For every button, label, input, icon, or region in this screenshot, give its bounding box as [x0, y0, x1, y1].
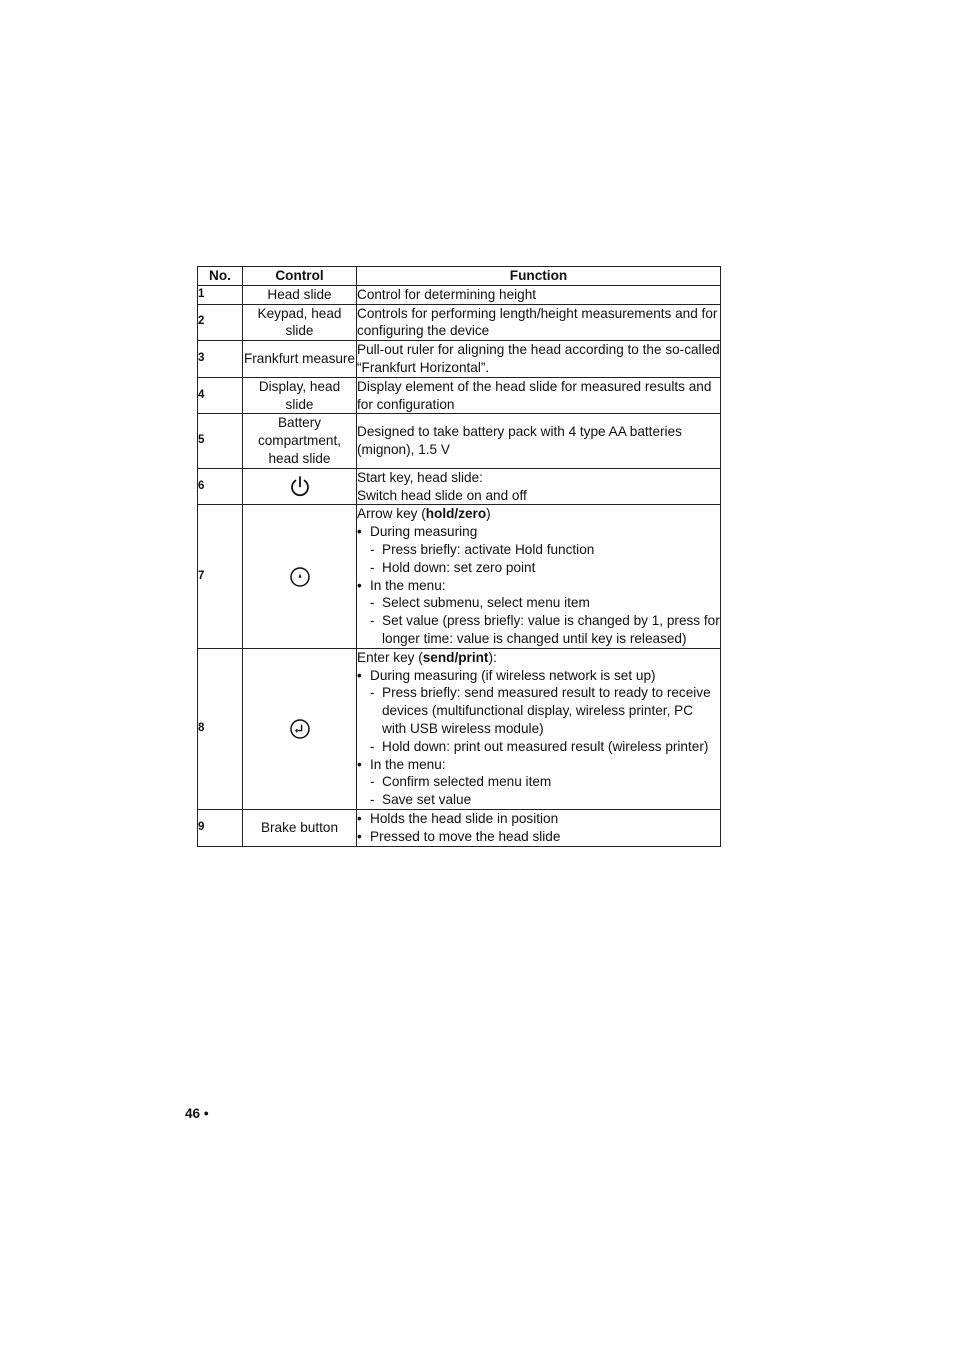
function-text: Display element of the head slide for measured results and for configuration	[357, 377, 721, 414]
function-text: Pull-out ruler for aligning the head according to the so-called “Frankfurt Horizontal”.	[357, 341, 721, 378]
sub-item: - Confirm selected menu item	[357, 773, 720, 791]
control-name: Brake button	[243, 809, 357, 846]
control-name: Display, head slide	[243, 377, 357, 414]
row-number: 7	[198, 505, 243, 648]
header-control: Control	[243, 267, 357, 286]
control-icon-cell	[243, 468, 357, 505]
row-number: 5	[198, 414, 243, 468]
arrow-key-icon	[289, 566, 311, 588]
function-text	[357, 468, 721, 505]
sub-item: - Press briefly: activate Hold function	[357, 541, 720, 559]
bullet-item: • Holds the head slide in position	[357, 810, 720, 828]
sub-item: - Select submenu, select menu item	[357, 594, 720, 612]
power-icon	[289, 475, 311, 499]
bullet-item: • In the menu:	[357, 756, 720, 774]
control-name: Keypad, head slide	[243, 304, 357, 341]
function-text: Controls for performing length/height measurements and for configuring the device	[357, 304, 721, 341]
table-row	[198, 304, 721, 341]
row-number: 1	[198, 285, 243, 304]
table-row	[198, 377, 721, 414]
table-row	[198, 505, 721, 648]
bullet-item: • In the menu:	[357, 577, 720, 595]
bullet-item: • During measuring (if wireless network is set up)	[357, 667, 720, 685]
header-function: Function	[357, 267, 721, 286]
table-row	[198, 809, 721, 846]
sub-item: - Save set value	[357, 791, 720, 809]
table-row	[198, 285, 721, 304]
bullet-item: • Pressed to move the head slide	[357, 828, 720, 846]
sub-item: - Press briefly: send measured result to ready to receive devices (multifunctional display, wireless printer, PC with USB wireless module)	[357, 684, 720, 737]
page-number: 46 •	[185, 1106, 209, 1121]
table-row	[198, 341, 721, 378]
function-line: Switch head slide on and off	[357, 487, 527, 503]
row-number: 8	[198, 648, 243, 809]
function-text: Designed to take battery pack with 4 type AA batteries (mignon), 1.5 V	[357, 414, 721, 468]
control-name: Battery compartment, head slide	[243, 414, 357, 468]
sub-item: - Set value (press briefly: value is changed by 1, press for longer time: value is changed until key is released)	[357, 612, 720, 648]
table-header-row	[198, 267, 721, 286]
bullet-item: • During measuring	[357, 523, 720, 541]
function-line: Start key, head slide:	[357, 469, 483, 485]
controls-table	[197, 266, 721, 847]
function-title: Arrow key (hold/zero)	[357, 506, 491, 522]
row-number: 2	[198, 304, 243, 341]
function-text	[357, 809, 721, 846]
sub-item: - Hold down: print out measured result (wireless printer)	[357, 738, 720, 756]
enter-key-icon	[289, 718, 311, 740]
function-text	[357, 648, 721, 809]
control-name: Head slide	[243, 285, 357, 304]
table-row	[198, 414, 721, 468]
row-number: 6	[198, 468, 243, 505]
sub-item: - Hold down: set zero point	[357, 559, 720, 577]
table-row	[198, 648, 721, 809]
function-text	[357, 505, 721, 648]
row-number: 3	[198, 341, 243, 378]
control-icon-cell	[243, 648, 357, 809]
function-title: Enter key (send/print):	[357, 649, 497, 665]
row-number: 4	[198, 377, 243, 414]
table-row	[198, 468, 721, 505]
header-no: No.	[198, 267, 243, 286]
row-number: 9	[198, 809, 243, 846]
function-text: Control for determining height	[357, 285, 721, 304]
control-icon-cell	[243, 505, 357, 648]
control-name: Frankfurt measure	[243, 341, 357, 378]
